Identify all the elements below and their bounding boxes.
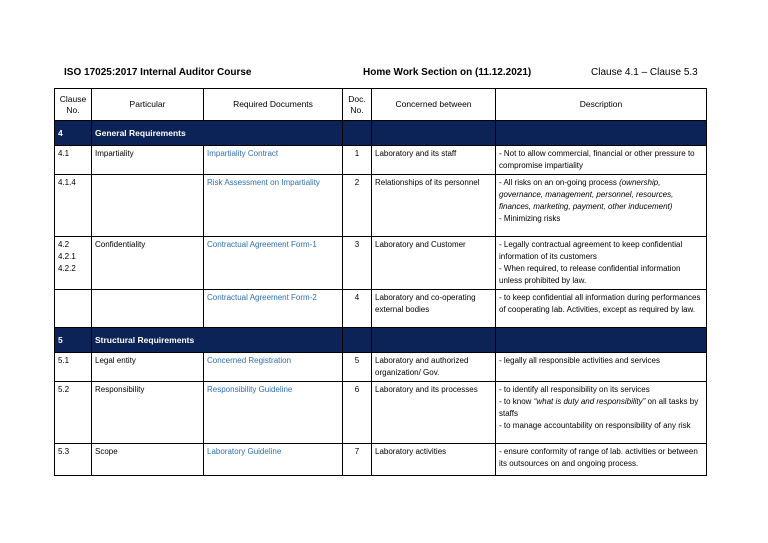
doc-no-cell: 7 bbox=[343, 444, 372, 476]
description-cell: - Not to allow commercial, financial or other pressure to compromise impartiality bbox=[496, 146, 707, 175]
concerned-cell: Laboratory activities bbox=[372, 444, 496, 476]
doc-no-cell: 6 bbox=[343, 382, 372, 444]
clause-range: Clause 4.1 – Clause 5.3 bbox=[591, 67, 698, 78]
col-header-clause: Clause No. bbox=[55, 89, 92, 121]
doc-no-cell: 1 bbox=[343, 146, 372, 175]
table-row bbox=[55, 382, 707, 444]
description-cell: - All risks on an on-going process (ownership, governance, management, personnel, resources, finances, marketing, payment, other inducement) - Minimizing risks bbox=[496, 175, 707, 237]
description-cell: - to identify all responsibility on its services - to know “what is duty and responsibility” on all tasks by staffs - to manage accountability on responsibility of any risk bbox=[496, 382, 707, 444]
table-header-row bbox=[55, 89, 707, 121]
section-row bbox=[55, 121, 707, 146]
doc-no-cell: 2 bbox=[343, 175, 372, 237]
concerned-cell: Laboratory and co-operating external bodies bbox=[372, 290, 496, 328]
clause-cell bbox=[55, 290, 92, 328]
col-header-doc-no: Doc. No. bbox=[343, 89, 372, 121]
particular-cell bbox=[92, 175, 204, 237]
section-clause: 4 bbox=[55, 121, 92, 146]
document-cell: Concerned Registration bbox=[204, 353, 343, 382]
concerned-cell: Laboratory and its processes bbox=[372, 382, 496, 444]
course-title: ISO 17025:2017 Internal Auditor Course bbox=[64, 67, 252, 78]
clause-cell: 5.2 bbox=[55, 382, 92, 444]
homework-title: Home Work Section on (11.12.2021) bbox=[363, 67, 532, 78]
col-header-documents: Required Documents bbox=[204, 89, 343, 121]
clause-cell: 4.1.4 bbox=[55, 175, 92, 237]
document-cell: Contractual Agreement Form-1 bbox=[204, 237, 343, 290]
particular-cell: Legal entity bbox=[92, 353, 204, 382]
document-cell: Contractual Agreement Form-2 bbox=[204, 290, 343, 328]
section-row bbox=[55, 328, 707, 353]
clause-cell: 4.1 bbox=[55, 146, 92, 175]
particular-cell: Scope bbox=[92, 444, 204, 476]
description-cell: - to keep confidential all information during performances of cooperating lab. Activities, except as required by law. bbox=[496, 290, 707, 328]
doc-no-cell: 4 bbox=[343, 290, 372, 328]
concerned-cell: Laboratory and its staff bbox=[372, 146, 496, 175]
section-clause: 5 bbox=[55, 328, 92, 353]
table-row bbox=[55, 175, 707, 237]
col-header-description: Description bbox=[496, 89, 707, 121]
table-row bbox=[55, 290, 707, 328]
particular-cell: Impartiality bbox=[92, 146, 204, 175]
particular-cell: Responsibility bbox=[92, 382, 204, 444]
document-cell: Impartiality Contract bbox=[204, 146, 343, 175]
clause-cell: 5.3 bbox=[55, 444, 92, 476]
table-row bbox=[55, 444, 707, 476]
doc-no-cell: 3 bbox=[343, 237, 372, 290]
particular-cell: Confidentiality bbox=[92, 237, 204, 290]
document-cell: Laboratory Guideline bbox=[204, 444, 343, 476]
clause-cell: 5.1 bbox=[55, 353, 92, 382]
requirements-table bbox=[54, 88, 707, 476]
table-row bbox=[55, 146, 707, 175]
section-title: General Requirements bbox=[92, 121, 343, 146]
description-cell: - Legally contractual agreement to keep confidential information of its customers - When required, to release confidential information unless prohibited by law. bbox=[496, 237, 707, 290]
concerned-cell: Laboratory and Customer bbox=[372, 237, 496, 290]
concerned-cell: Relationships of its personnel bbox=[372, 175, 496, 237]
concerned-cell: Laboratory and authorized organization/ Gov. bbox=[372, 353, 496, 382]
description-cell: - legally all responsible activities and services bbox=[496, 353, 707, 382]
document-cell: Responsibility Guideline bbox=[204, 382, 343, 444]
particular-cell bbox=[92, 290, 204, 328]
document-cell: Risk Assessment on Impartiality bbox=[204, 175, 343, 237]
section-title: Structural Requirements bbox=[92, 328, 343, 353]
col-header-concerned: Concerned between bbox=[372, 89, 496, 121]
doc-no-cell: 5 bbox=[343, 353, 372, 382]
clause-cell: 4.2 4.2.1 4.2.2 bbox=[55, 237, 92, 290]
description-cell: - ensure conformity of range of lab. activities or between its outsources on and ongoing process. bbox=[496, 444, 707, 476]
table-row bbox=[55, 353, 707, 382]
table-row bbox=[55, 237, 707, 290]
col-header-particular: Particular bbox=[92, 89, 204, 121]
